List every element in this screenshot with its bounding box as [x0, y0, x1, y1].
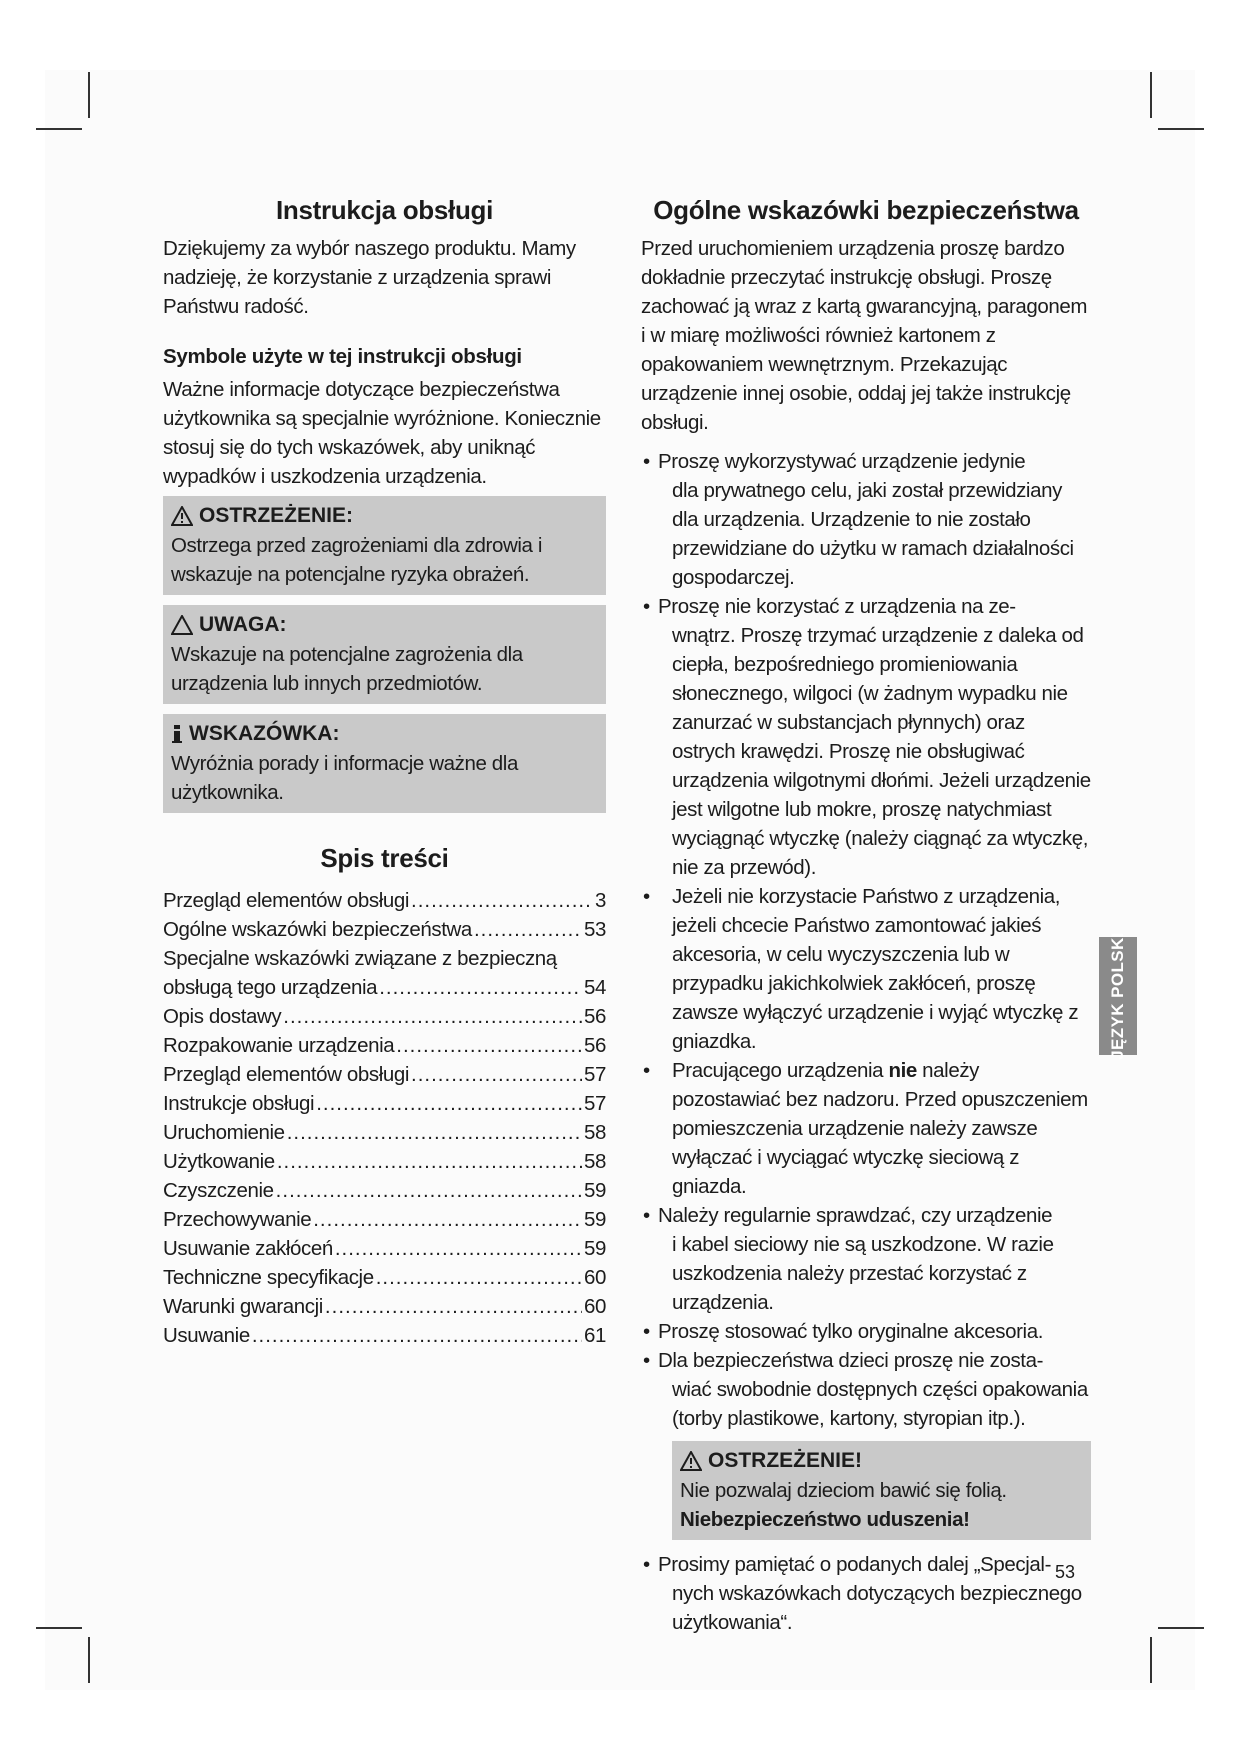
toc-item[interactable]: Techniczne specyfikacje ..... 60 — [163, 1263, 606, 1292]
list-item: • Proszę wykorzystywać urządzenie jedynie dla prywatnego celu, jaki został przewidziany dla urządzenia. Urządzenie to nie zostało przewidziane do użytku w ramach działalności gospodarczej. — [641, 447, 1091, 592]
toc-item[interactable]: Ogólne wskazówki bezpieczeństwa ..... 53 — [163, 915, 606, 944]
crop-mark — [88, 72, 90, 118]
left-column — [163, 195, 606, 1350]
toc-item[interactable]: Rozpakowanie urządzenia ..... 56 — [163, 1031, 606, 1060]
safety-intro: Przed uruchomieniem urządzenia proszę bardzo dokładnie przeczytać instrukcję obsługi. Proszę zachować ją wraz z kartą gwarancyjną, paragonem i w miarę możliwości również kartonem z opakowaniem wewnętrznym. Przekazując urządzenie innej osobie, oddaj jej także instrukcję obsługi. — [641, 237, 1088, 434]
toc-item[interactable]: obsługą tego urządzenia ..... 54 — [163, 973, 606, 1002]
crop-mark — [36, 128, 82, 130]
toc-item[interactable]: Przegląd elementów obsługi ..... 3 — [163, 886, 606, 915]
hint-box-text: Wyróżnia porady i informacje ważne dla użytkownika. — [171, 752, 518, 804]
right-column — [641, 195, 1091, 1637]
toc-item[interactable]: Użytkowanie ..... 58 — [163, 1147, 606, 1176]
safety-list — [641, 447, 1091, 1433]
toc-item[interactable]: Przegląd elementów obsługi ..... 57 — [163, 1060, 606, 1089]
safety-title: Ogólne wskazówki bezpieczeństwa — [653, 195, 1079, 225]
crop-mark — [1158, 1627, 1204, 1629]
list-item: • Proszę stosować tylko oryginalne akcesoria. — [641, 1317, 1091, 1346]
toc-item[interactable]: Usuwanie zakłóceń ..... 59 — [163, 1234, 606, 1263]
language-tab: JĘZYK POLSKI — [1099, 937, 1137, 1055]
toc-item[interactable]: Usuwanie ..... 61 — [163, 1321, 606, 1350]
list-item: • Proszę nie korzystać z urządzenia na ze- wnątrz. Proszę trzymać urządzenie z daleka od ciepła, bezpośredniego promieniowania słonecznego, wilgoci (w żadnym wypadku nie zanurzać w substancjach płynnych) oraz ostrych krawędzi. Proszę nie obsługiwać urządzenia wilgotnymi dłońmi. Jeżeli urządzenie jest wilgotne lub mokre, proszę natychmiast wyciągnąć wtyczkę (należy ciągnąć za wtyczkę, nie za przewód). — [641, 592, 1091, 882]
warning-box — [163, 496, 606, 595]
toc-item[interactable]: Przechowywanie ..... 59 — [163, 1205, 606, 1234]
hint-box-title: WSKAZÓWKA: — [189, 722, 340, 745]
symbols-text: Ważne informacje dotyczące bezpieczeństwa użytkownika są specjalnie wyróżnione. Koniecznie stosuj się do tych wskazówek, aby uniknąć wypadków i uszkodzenia urządzenia. — [163, 378, 601, 488]
hint-box — [163, 714, 606, 813]
warning-triangle-icon — [171, 506, 193, 526]
child-warning-line2: Niebezpieczeństwo uduszenia! — [680, 1508, 970, 1531]
symbols-heading: Symbole użyte w tej instrukcji obsługi — [163, 345, 522, 368]
child-warning-line1: Nie pozwalaj dzieciom bawić się folią. — [680, 1479, 1007, 1502]
caution-box-title: UWAGA: — [199, 613, 287, 636]
page-title: Instrukcja obsługi — [275, 195, 494, 225]
toc-title: Spis treści — [320, 843, 449, 873]
crop-mark — [1150, 1637, 1152, 1683]
warning-triangle-icon — [680, 1451, 702, 1471]
list-item: • Dla bezpieczeństwa dzieci proszę nie zosta- wiać swobodnie dostępnych części opakowania (torby plastikowe, kartony, styropian itp.). — [641, 1346, 1091, 1433]
child-warning-box — [672, 1441, 1091, 1540]
safety-list-end — [641, 1550, 1091, 1637]
caution-box-text: Wskazuje na potencjalne zagrożenia dla urządzenia lub innych przedmiotów. — [171, 643, 523, 695]
toc-item[interactable]: Opis dostawy ..... 56 — [163, 1002, 606, 1031]
toc-item-line1[interactable]: Specjalne wskazówki związane z bezpieczną — [163, 947, 557, 970]
crop-mark — [1158, 128, 1204, 130]
intro-text: Dziękujemy za wybór naszego produktu. Mamy nadzieję, że korzystanie z urządzenia sprawi Państwu radość. — [163, 237, 576, 318]
warning-box-text: Ostrzega przed zagrożeniami dla zdrowia i wskazuje na potencjalne ryzyka obrażeń. — [171, 534, 542, 586]
list-item: • Prosimy pamiętać o podanych dalej „Specjal- nych wskazówkach dotyczących bezpiecznego użytkowania“. — [641, 1550, 1091, 1637]
toc-item[interactable]: Warunki gwarancji ..... 60 — [163, 1292, 606, 1321]
list-item: • Należy regularnie sprawdzać, czy urządzenie i kabel sieciowy nie są uszkodzone. W razie uszkodzenia należy przestać korzystać z urządzenia. — [641, 1201, 1091, 1317]
caution-triangle-icon — [171, 615, 193, 635]
child-warning-title: OSTRZEŻENIE! — [708, 1449, 863, 1472]
table-of-contents — [163, 886, 606, 1350]
toc-item[interactable]: Czyszczenie ..... 59 — [163, 1176, 606, 1205]
list-item: • Jeżeli nie korzystacie Państwo z urządzenia, jeżeli chcecie Państwo zamontować jakieś akcesoria, w celu wyczyszczenia lub w przypadku jakichkolwiek zakłóceń, proszę zawsze wyłączyć urządzenie i wyjąć wtyczkę z gniazdka. — [641, 882, 1091, 1056]
toc-item[interactable]: Uruchomienie ..... 58 — [163, 1118, 606, 1147]
page-number: 53 — [1055, 1562, 1076, 1582]
crop-mark — [88, 1637, 90, 1683]
crop-mark — [36, 1627, 82, 1629]
info-icon — [171, 724, 183, 744]
caution-box — [163, 605, 606, 704]
crop-mark — [1150, 72, 1152, 118]
warning-box-title: OSTRZEŻENIE: — [199, 504, 354, 527]
toc-item[interactable]: Instrukcje obsługi ..... 57 — [163, 1089, 606, 1118]
list-item: • Pracującego urządzenia nie należy pozostawiać bez nadzoru. Przed opuszczeniem pomieszczenia urządzenie należy zawsze wyłączać i wyciągać wtyczkę sieciową z gniazda. — [641, 1056, 1091, 1201]
